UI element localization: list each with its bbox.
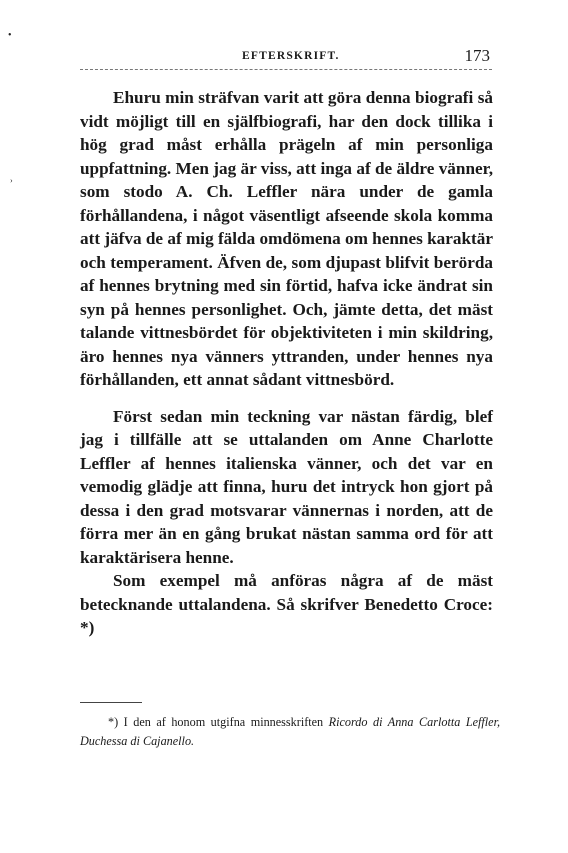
paragraph-2: Först sedan min teckning var nästan färdig, blef jag i tillfälle att se uttalanden om Anne Charlotte Leffler af hennes italienska vänner, och det var en vemodig glädje att finna, huru det intryck hon gjort på dessa i den grad motsvarar vännernas i norden, att de förra mer än en gång brukat nästan samma ord för att karaktärisera henne. [80,406,493,567]
running-title: EFTERSKRIFT. [242,50,340,62]
paragraph-3: Som exempel må anföras några af de mäst betecknande uttalandena. Så skrifver Benedetto Croce: *) [80,571,493,637]
scan-speck-side: › [10,176,13,185]
running-head [80,46,492,66]
header-rule [80,69,492,70]
footnote-marker: *) [108,715,119,729]
scan-speck-top: • [8,30,12,41]
footnote-text [80,713,500,751]
body-text [80,86,493,640]
footnote-title: Ricordo di Anna Carlotta Leffler, Duchessa di Cajanello. [80,715,501,748]
footnote [80,713,500,751]
paragraph-1: Ehuru min sträfvan varit att göra denna biografi så vidt möjligt till en själfbiografi, har den dock tillika i hög grad måst erhålla prägeln af min personliga uppfattning. Men jag är viss, att inga af de äldre vänner, som stodo A. Ch. Leffler nära under de gamla förhållandena, i något väsentligt afseende skola komma att jäfva de af mig fälda omdömena om hennes karaktär och temperament. Äfven de, som djupast blifvit berörda af hennes brytning med sin förtid, hafva icke ändrat sin syn på hennes personlighet. Och, jämte detta, det mäst talande vittnesbördet för objektiviteten i min skildring, äro hennes nya vänners yttranden, under hennes nya förhållanden, ett annat sådant vittnesbörd. [80,88,493,389]
footnote-rule [80,702,142,703]
page-number: 173 [464,46,490,65]
footnote-lead: I den af honom utgifna minnesskriften [123,715,324,729]
